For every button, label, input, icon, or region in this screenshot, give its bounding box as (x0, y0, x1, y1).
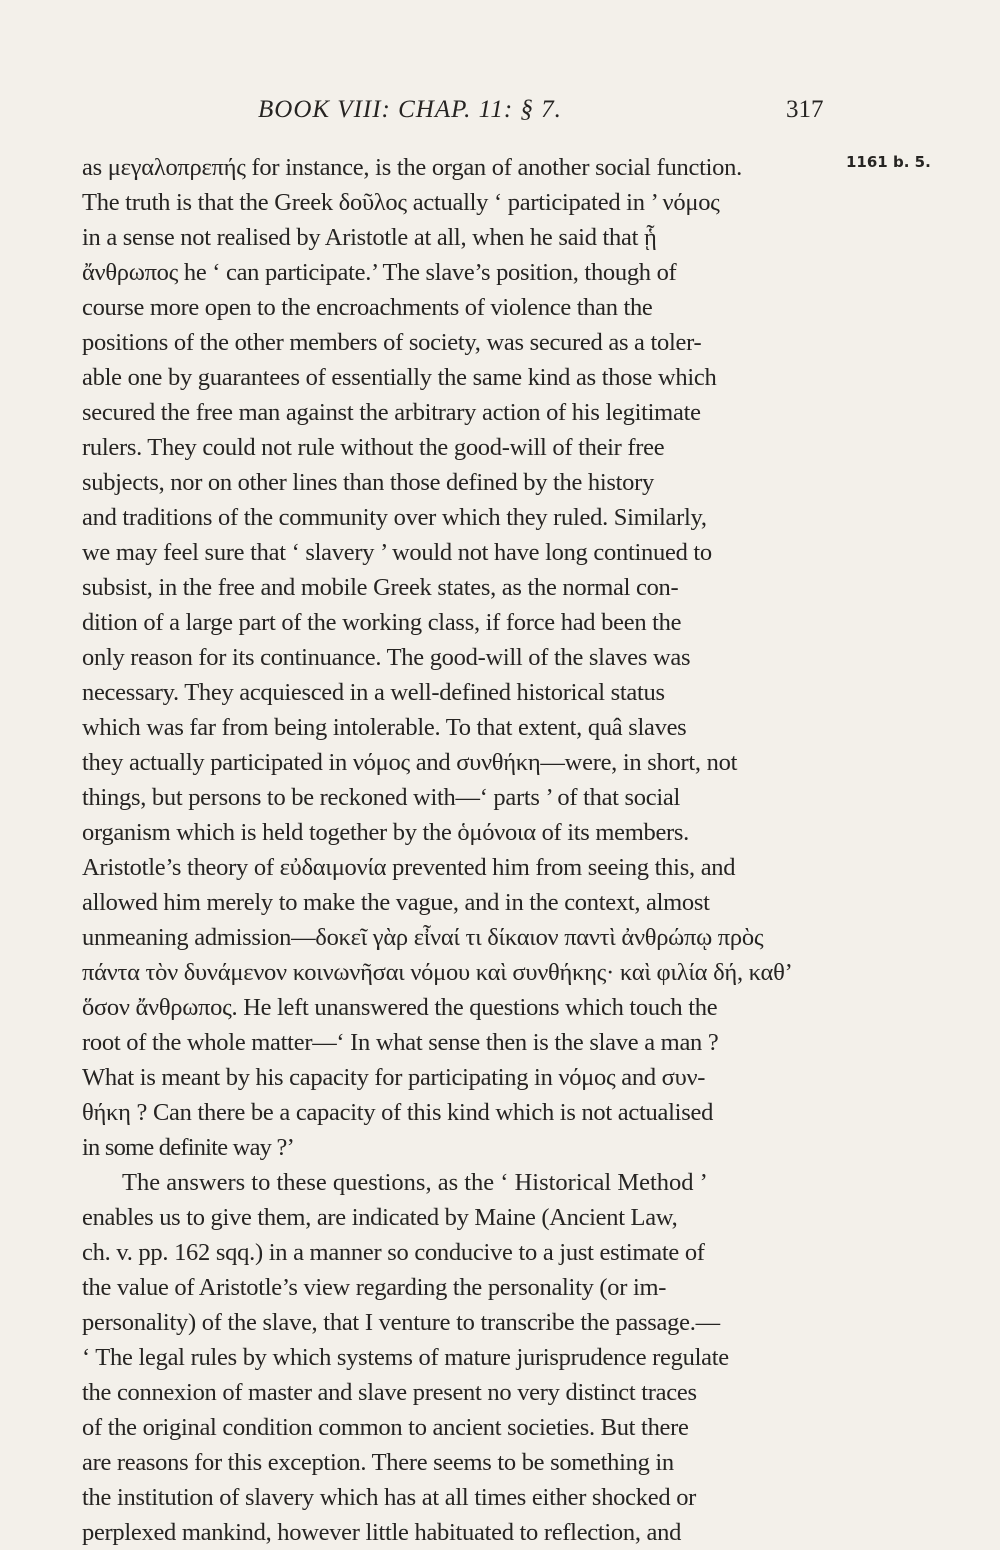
text-line: ὅσον ἄνθρωπος. He left unanswered the questions which touch the (82, 994, 718, 1021)
text-line: allowed him merely to make the vague, and in the context, almost (82, 889, 710, 916)
text-line: the institution of slavery which has at all times either shocked or (82, 1484, 697, 1511)
text-line: necessary. They acquiesced in a well-defined historical status (82, 679, 665, 706)
text-line: positions of the other members of society, was secured as a toler- (82, 329, 702, 356)
page-number: 317 (786, 96, 824, 123)
text-line: which was far from being intolerable. To that extent, quâ slaves (82, 714, 687, 741)
text-line: ἄνθρωπος he ‘ can participate.’ The slave’s position, though of (82, 259, 677, 286)
text-line: ‘ The legal rules by which systems of mature jurisprudence regulate (82, 1344, 729, 1371)
text-line: secured the free man against the arbitrary action of his legitimate (82, 399, 701, 426)
body-text (82, 150, 862, 1550)
running-title: BOOK VIII: CHAP. 11: § 7. (258, 96, 562, 123)
text-line: and traditions of the community over which they ruled. Similarly, (82, 504, 707, 531)
text-line: The truth is that the Greek δοῦλος actually ‘ participated in ’ νόμος (82, 189, 720, 216)
text-line: πάντα τὸν δυνάμενον κοινωνῆσαι νόμου καὶ συνθήκης· καὶ φιλία δή, καθ’ (82, 959, 793, 986)
text-line: in a sense not realised by Aristotle at all, when he said that ᾗ (82, 224, 657, 251)
text-line: able one by guarantees of essentially the same kind as those which (82, 364, 717, 391)
text-line: we may feel sure that ‘ slavery ’ would not have long continued to (82, 539, 712, 566)
running-head (258, 96, 562, 124)
text-line: the connexion of master and slave present no very distinct traces (82, 1379, 697, 1406)
text-line: subsist, in the free and mobile Greek states, as the normal con- (82, 574, 679, 601)
text-line: Aristotle’s theory of εὐδαιμονία prevented him from seeing this, and (82, 854, 736, 881)
text-line: the value of Aristotle’s view regarding the personality (or im- (82, 1274, 667, 1301)
text-line: θήκη ? Can there be a capacity of this kind which is not actualised (82, 1099, 714, 1126)
paragraph-start-line: The answers to these questions, as the ‘ Historical Method ’ (122, 1169, 708, 1196)
text-line: root of the whole matter—‘ In what sense then is the slave a man ? (82, 1029, 719, 1056)
text-line: ch. v. pp. 162 sqq.) in a manner so conducive to a just estimate of (82, 1239, 705, 1266)
text-line: things, but persons to be reckoned with—‘ parts ’ of that social (82, 784, 681, 811)
text-line: perplexed mankind, however little habituated to reflection, and (82, 1519, 682, 1546)
text-line: are reasons for this exception. There seems to be something in (82, 1449, 674, 1476)
margin-reference: 1161 b. 5. (846, 153, 931, 171)
text-line: they actually participated in νόμος and συνθήκη—were, in short, not (82, 749, 738, 776)
text-line: course more open to the encroachments of violence than the (82, 294, 653, 321)
text-line: in some definite way ?’ (82, 1134, 294, 1161)
text-line: as μεγαλοπρεπής for instance, is the organ of another social function. (82, 154, 743, 181)
text-line: What is meant by his capacity for participating in νόμος and συν- (82, 1064, 706, 1091)
text-line: personality) of the slave, that I venture to transcribe the passage.— (82, 1309, 720, 1336)
text-line: of the original condition common to ancient societies. But there (82, 1414, 689, 1441)
text-line: organism which is held together by the ὁμόνοια of its members. (82, 819, 689, 846)
text-line: only reason for its continuance. The good-will of the slaves was (82, 644, 691, 671)
text-line: unmeaning admission—δοκεῖ γὰρ εἶναί τι δίκαιον παντὶ ἀνθρώπῳ πρὸς (82, 924, 764, 951)
text-line: rulers. They could not rule without the good-will of their free (82, 434, 665, 461)
text-line: dition of a large part of the working class, if force had been the (82, 609, 682, 636)
text-line: subjects, nor on other lines than those defined by the history (82, 469, 654, 496)
text-line: enables us to give them, are indicated by Maine (Ancient Law, (82, 1204, 678, 1231)
